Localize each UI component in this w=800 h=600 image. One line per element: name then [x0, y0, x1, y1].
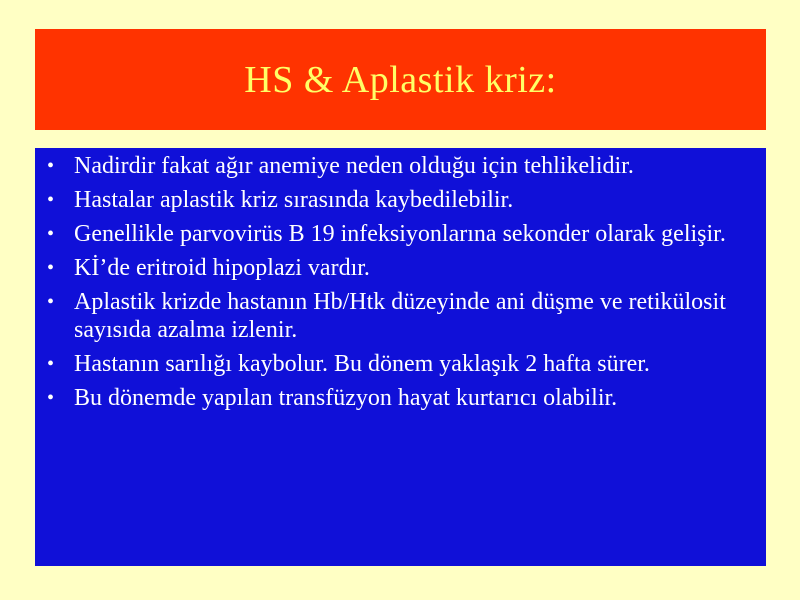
bullet-item: [47, 384, 746, 412]
bullet-text: Kİ’de eritroid hipoplazi vardır.: [74, 255, 370, 281]
bullet-text: Bu dönemde yapılan transfüzyon hayat kurtarıcı olabilir.: [74, 385, 618, 411]
bullet-item: [47, 350, 746, 378]
bullet-icon: •: [47, 189, 55, 211]
bullet-text: Genellikle parvovirüs B 19 infeksiyonlarına sekonder olarak gelişir.: [74, 221, 726, 247]
bullet-icon: •: [47, 291, 55, 313]
bullet-text: Aplastik krizde hastanın Hb/Htk düzeyinde ani düşme ve retikülosit sayısıda azalma izlenir.: [74, 289, 726, 343]
slide-title: HS & Aplastik kriz:: [244, 58, 557, 101]
bullet-item: [47, 288, 746, 344]
bullet-icon: •: [47, 257, 55, 279]
bullet-icon: •: [47, 155, 55, 177]
bullet-list: [47, 152, 746, 412]
title-banner: [35, 29, 766, 130]
bullet-item: [47, 254, 746, 282]
bullet-item: [47, 152, 746, 180]
bullet-text: Hastanın sarılığı kaybolur. Bu dönem yaklaşık 2 hafta sürer.: [74, 351, 650, 377]
bullet-text: Hastalar aplastik kriz sırasında kaybedilebilir.: [74, 187, 514, 213]
bullet-item: [47, 186, 746, 214]
bullet-icon: •: [47, 353, 55, 375]
bullet-icon: •: [47, 223, 55, 245]
bullet-text: Nadirdir fakat ağır anemiye neden olduğu için tehlikelidir.: [74, 153, 634, 179]
content-panel: [35, 148, 766, 566]
bullet-icon: •: [47, 387, 55, 409]
bullet-item: [47, 220, 746, 248]
